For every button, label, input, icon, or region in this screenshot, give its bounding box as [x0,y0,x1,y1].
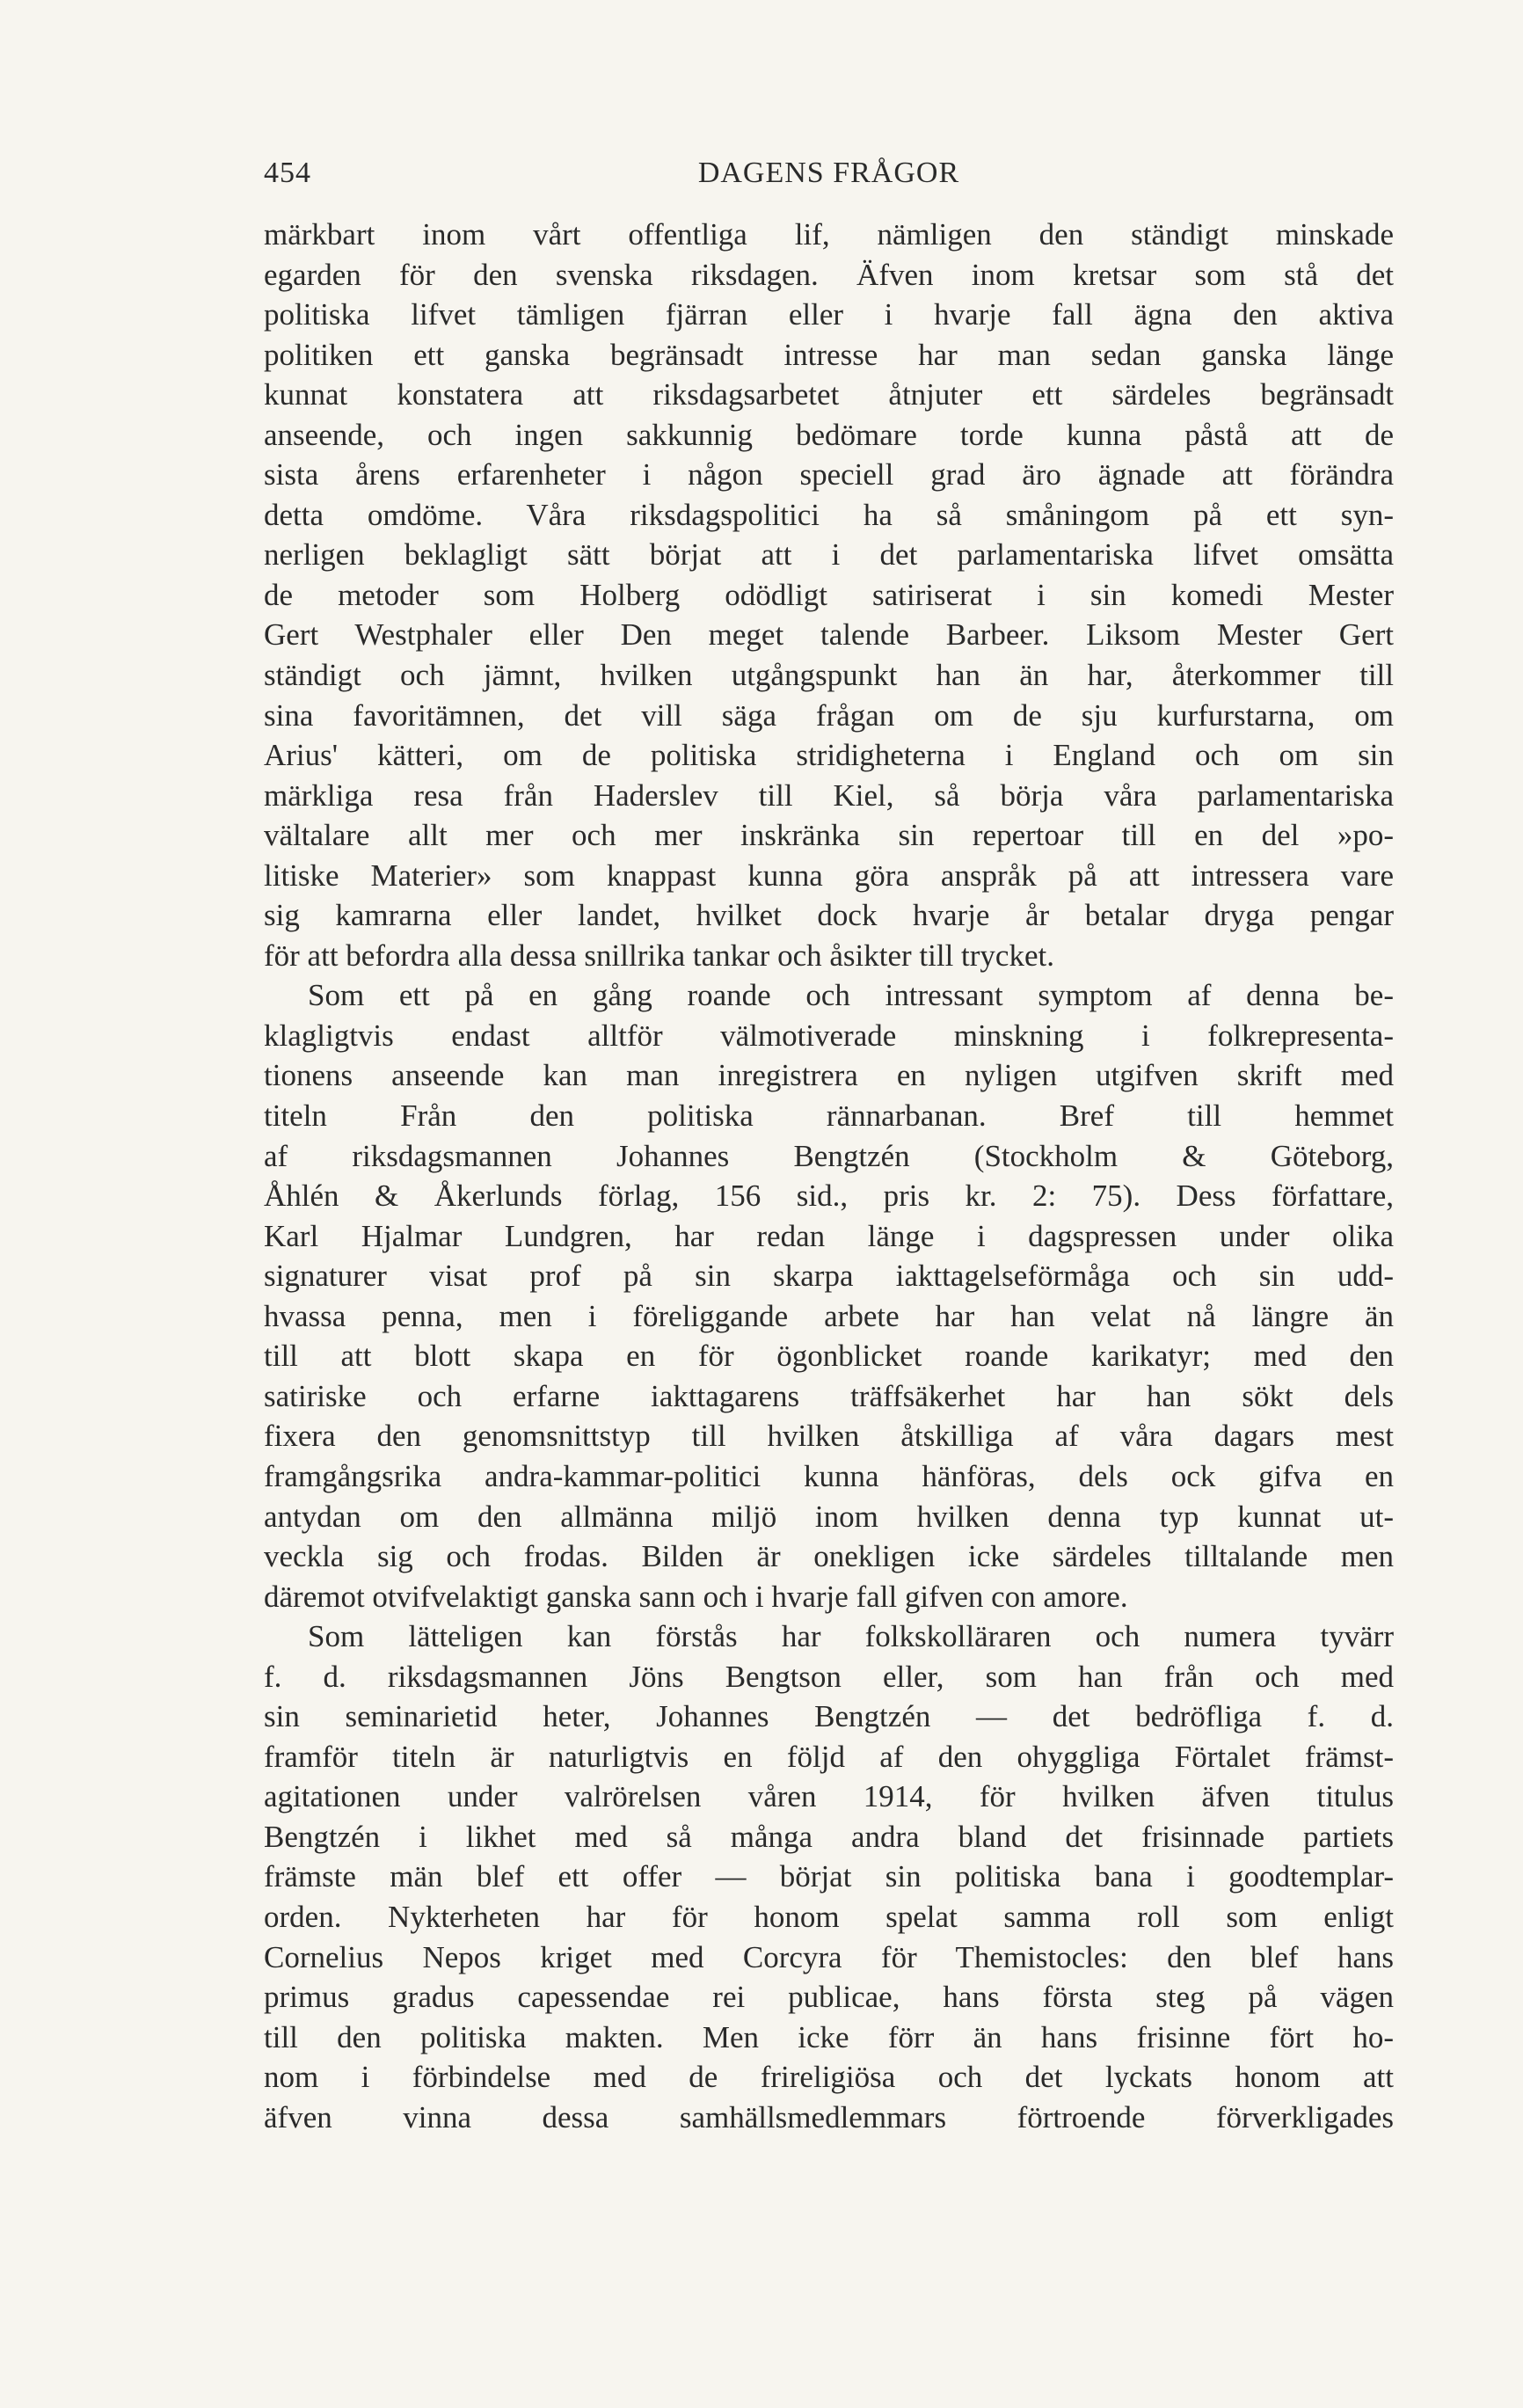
text-line: framför titeln är naturligtvis en följd af den ohyggliga Förtalet främst- [264,1739,1394,1774]
text-line: sista årens erfarenheter i någon speciell grad äro ägnade att förändra [264,457,1394,493]
text-line: tionens anseende kan man inregistrera en nyligen utgifven skrift med [264,1058,1394,1093]
text-line: främste män blef ett offer — börjat sin politiska bana i goodtemplar- [264,1859,1394,1894]
text-line: egarden för den svenska riksdagen. Äfven inom kretsar som stå det [264,257,1394,292]
text-line: veckla sig och frodas. Bilden är onekligen icke särdeles tilltalande men [264,1539,1394,1574]
text-line: märkliga resa från Haderslev till Kiel, så börja våra parlamentariska [264,777,1394,813]
text-line: f. d. riksdagsmannen Jöns Bengtson eller, som han från och med [264,1659,1394,1694]
text-line: signaturer visat prof på sin skarpa iakttagelseförmåga och sin udd- [264,1259,1394,1294]
text-line: sig kamrarna eller landet, hvilket dock hvarje år betalar dryga pengar [264,898,1394,933]
text-line: ständigt och jämnt, hvilken utgångspunkt han än har, återkommer till [264,658,1394,693]
text-line: titeln Från den politiska rännarbanan. Bref till hemmet [264,1098,1394,1134]
text-line: af riksdagsmannen Johannes Bengtzén (Stockholm & Göteborg, [264,1138,1394,1173]
text-line: orden. Nykterheten har för honom spelat samma roll som enligt [264,1899,1394,1934]
text-line: Gert Westphaler eller Den meget talende Barbeer. Liksom Mester Gert [264,617,1394,653]
text-line: fixera den genomsnittstyp till hvilken åtskilliga af våra dagars mest [264,1419,1394,1454]
text-line: agitationen under valrörelsen våren 1914, för hvilken äfven titulus [264,1779,1394,1814]
text-line: Bengtzén i likhet med så många andra bland det frisinnade partiets [264,1819,1394,1854]
text-line: antydan om den allmänna miljö inom hvilken denna typ kunnat ut- [264,1499,1394,1534]
text-line: för att befordra alla dessa snillrika tankar och åsikter till trycket. [264,938,1054,973]
text-line: Åhlén & Åkerlunds förlag, 156 sid., pris kr. 2: 75). Dess författare, [264,1178,1394,1214]
text-line: äfven vinna dessa samhällsmedlemmars förtroende förverkligades [264,2099,1394,2134]
page-header [264,157,1394,201]
text-line: vältalare allt mer och mer inskränka sin repertoar till en del »po- [264,818,1394,853]
text-line: till att blott skapa en för ögonblicket roande karikatyr; med den [264,1339,1394,1374]
text-line: hvassa penna, men i föreliggande arbete har han velat nå längre än [264,1298,1394,1333]
text-line: politiken ett ganska begränsadt intresse har man sedan ganska länge [264,337,1394,372]
text-line: politiska lifvet tämligen fjärran eller i hvarje fall ägna den aktiva [264,297,1394,332]
text-line: primus gradus capessendae rei publicae, hans första steg på vägen [264,1980,1394,2015]
text-line: till den politiska makten. Men icke förr än hans frisinne fört ho- [264,2019,1394,2054]
text-line: sin seminarietid heter, Johannes Bengtzén — det bedröfliga f. d. [264,1699,1394,1734]
text-line: anseende, och ingen sakkunnig bedömare torde kunna påstå att de [264,417,1394,452]
running-head: DAGENS FRÅGOR [697,157,960,189]
text-line: märkbart inom vårt offentliga lif, nämligen den ständigt minskade [264,217,1394,252]
text-line: sina favoritämnen, det vill säga frågan om de sju kurfurstarna, om [264,697,1394,733]
text-line: Som ett på en gång roande och intressant symptom af denna be- [308,978,1394,1013]
text-line: Arius' kätteri, om de politiska stridigheterna i England och om sin [264,738,1394,773]
text-line: Cornelius Nepos kriget med Corcyra för Themistocles: den blef hans [264,1939,1394,1974]
text-line: satiriske och erfarne iakttagarens träffsäkerhet har han sökt dels [264,1378,1394,1413]
text-line: Karl Hjalmar Lundgren, har redan länge i dagspressen under olika [264,1218,1394,1253]
text-line: nom i förbindelse med de frireligiösa och det lyckats honom att [264,2060,1394,2095]
page-number: 454 [264,157,311,189]
text-line: däremot otvifvelaktigt ganska sann och i hvarje fall gifven con amore. [264,1579,1128,1614]
text-line: framgångsrika andra-kammar-politici kunna hänföras, dels ock gifva en [264,1458,1394,1493]
body-text [264,215,1394,2137]
text-line: nerligen beklagligt sätt börjat att i det parlamentariska lifvet omsätta [264,537,1394,573]
text-line: klagligtvis endast alltför välmotiverade minskning i folkrepresenta- [264,1018,1394,1053]
text-line: litiske Materier» som knappast kunna göra anspråk på att intressera vare [264,857,1394,893]
text-line: detta omdöme. Våra riksdagspolitici ha så småningom på ett syn- [264,497,1394,532]
text-line: kunnat konstatera att riksdagsarbetet åtnjuter ett särdeles begränsadt [264,377,1394,412]
text-line: de metoder som Holberg odödligt satiriserat i sin komedi Mester [264,577,1394,612]
text-line: Som lätteligen kan förstås har folkskolläraren och numera tyvärr [308,1619,1394,1654]
